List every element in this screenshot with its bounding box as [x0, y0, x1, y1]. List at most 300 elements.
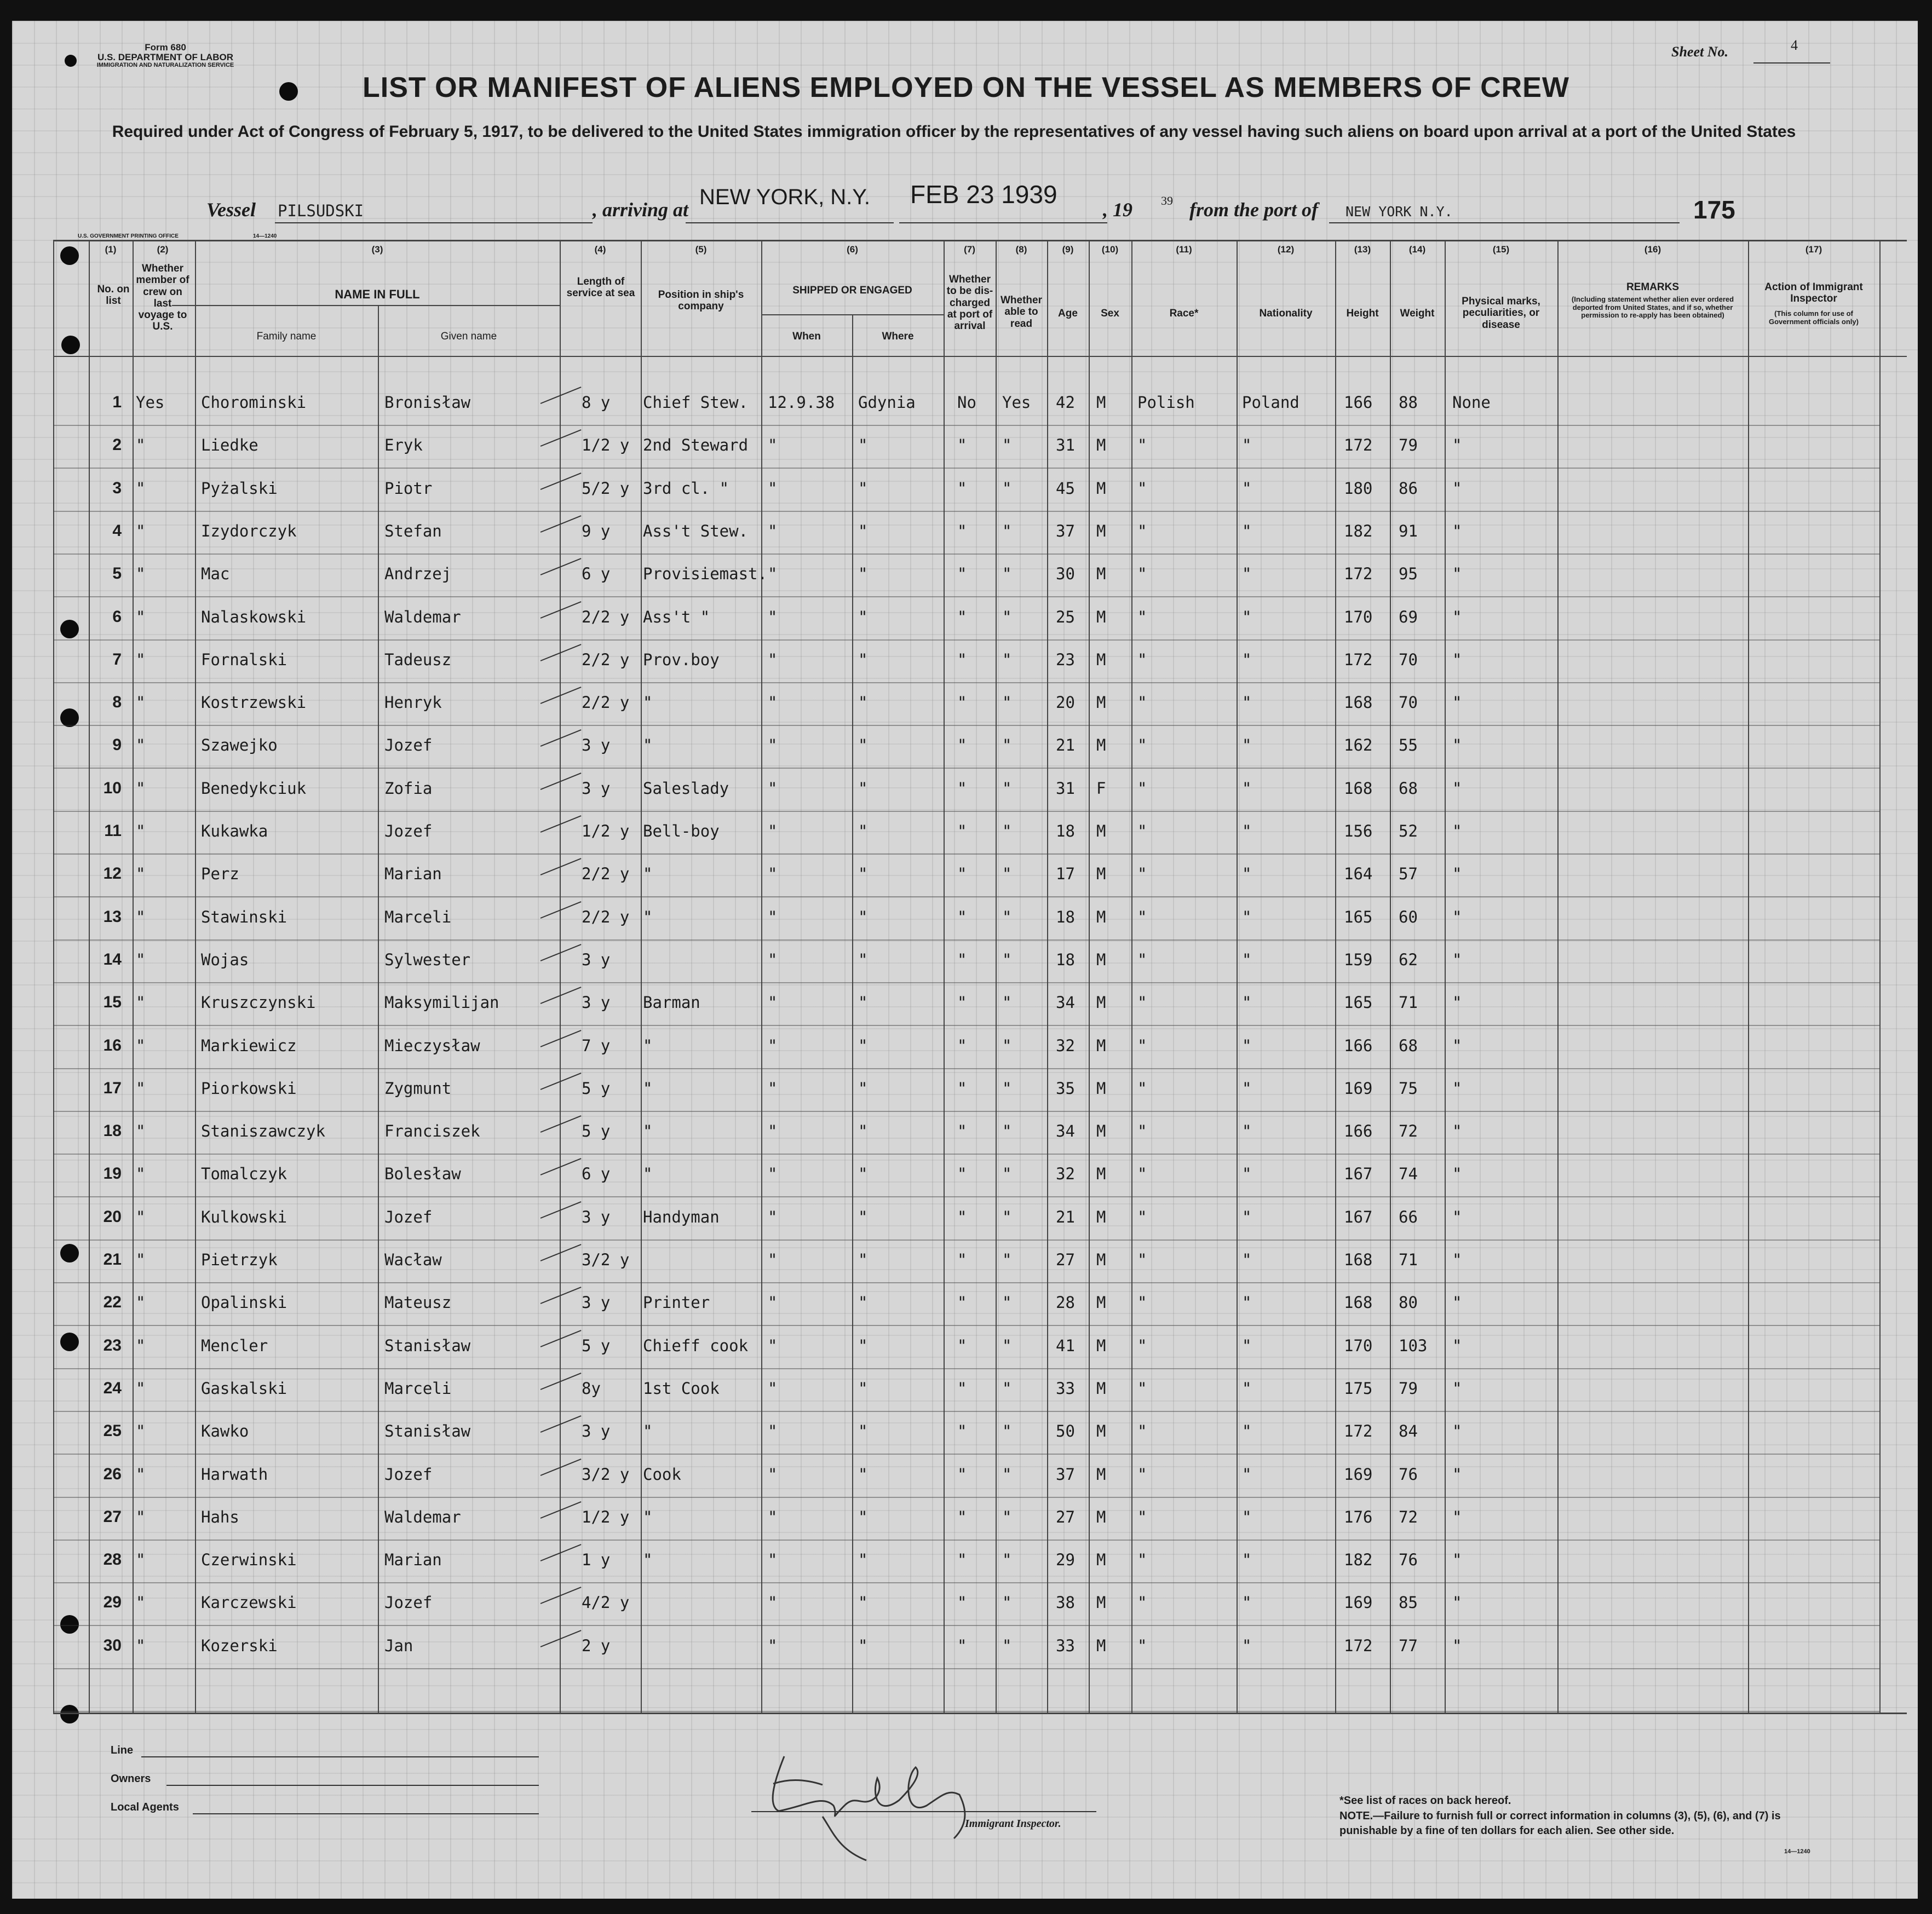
row-position: ": [643, 1508, 653, 1526]
row-family-name: Kruszczynski: [201, 993, 316, 1012]
row-sex: M: [1096, 693, 1106, 712]
row-weight: 71: [1399, 1250, 1418, 1269]
row-service-length: 5 y: [582, 1079, 611, 1098]
row-number: 10: [103, 779, 122, 797]
row-weight: 70: [1399, 693, 1418, 712]
row-sex: M: [1096, 864, 1106, 883]
row-crew-cell: ": [136, 1079, 146, 1098]
check-mark: [540, 1030, 582, 1047]
row-crew-cell: ": [136, 1036, 146, 1055]
row-age: 45: [1056, 479, 1075, 498]
row-crew-cell: ": [136, 822, 146, 840]
row-age: 25: [1056, 608, 1075, 626]
row-number: 5: [112, 564, 122, 583]
row-given-name: Marceli: [384, 1379, 452, 1398]
row-shipped-where: ": [858, 1508, 868, 1526]
col-6-num: (6): [847, 244, 858, 255]
form-id: [72, 43, 258, 68]
col-16-header: REMARKS: [1626, 281, 1680, 293]
row-position: Bell-boy: [643, 822, 720, 840]
row-given-name: Bolesław: [384, 1164, 461, 1183]
row-given-name: Mieczysław: [384, 1036, 480, 1055]
row-shipped-when: ": [768, 1508, 778, 1526]
row-weight: 62: [1399, 950, 1418, 969]
row-weight: 68: [1399, 779, 1418, 798]
row-physical-marks: ": [1452, 1422, 1462, 1440]
row-shipped-where: ": [858, 1379, 868, 1398]
punch-hole: [60, 620, 79, 638]
row-age: 37: [1056, 522, 1075, 540]
check-mark: [540, 472, 582, 490]
row-number: 26: [103, 1465, 122, 1483]
row-crew-cell: ": [136, 608, 146, 626]
form-code: 14—1240: [1784, 1848, 1810, 1855]
row-height: 168: [1344, 1250, 1373, 1269]
row-nationality: ": [1242, 1379, 1252, 1398]
row-family-name: Hahs: [201, 1508, 239, 1526]
row-discharged: ": [957, 993, 967, 1012]
check-mark: [540, 1630, 582, 1647]
row-given-name: Mateusz: [384, 1293, 452, 1312]
row-discharged: ": [957, 1208, 967, 1226]
row-nationality: ": [1242, 822, 1252, 840]
row-weight: 95: [1399, 564, 1418, 583]
row-shipped-where: ": [858, 1593, 868, 1612]
printing-office: U.S. GOVERNMENT PRINTING OFFICE: [78, 233, 179, 239]
row-shipped-where: ": [858, 1636, 868, 1655]
row-number: 11: [104, 822, 122, 840]
check-mark: [540, 1158, 582, 1175]
row-number: 15: [103, 993, 122, 1011]
check-mark: [540, 1115, 582, 1133]
row-position: ": [643, 736, 653, 754]
row-physical-marks: ": [1452, 1550, 1462, 1569]
row-family-name: Harwath: [201, 1465, 268, 1484]
row-height: 169: [1344, 1079, 1373, 1098]
row-nationality: ": [1242, 436, 1252, 454]
row-shipped-when: ": [768, 993, 778, 1012]
row-weight: 76: [1399, 1465, 1418, 1484]
row-crew-cell: ": [136, 564, 146, 583]
row-sex: M: [1096, 393, 1106, 412]
check-mark: [540, 687, 582, 704]
row-nationality: ": [1242, 608, 1252, 626]
row-shipped-where: ": [858, 822, 868, 840]
row-discharged: ": [957, 950, 967, 969]
row-number: 18: [103, 1122, 122, 1140]
check-mark: [540, 515, 582, 533]
row-service-length: 5/2 y: [582, 479, 630, 498]
row-able-to-read: ": [1002, 1164, 1012, 1183]
col-15-num: (15): [1492, 244, 1510, 255]
row-physical-marks: ": [1452, 608, 1462, 626]
row-service-length: 1/2 y: [582, 436, 630, 454]
row-shipped-when: ": [768, 1250, 778, 1269]
punch-hole: [279, 82, 298, 101]
check-mark: [540, 1287, 582, 1304]
row-service-length: 8y: [582, 1379, 601, 1398]
row-crew-cell: ": [136, 779, 146, 798]
row-race: ": [1137, 908, 1147, 926]
row-weight: 68: [1399, 1036, 1418, 1055]
row-crew-cell: ": [136, 1336, 146, 1355]
row-able-to-read: ": [1002, 479, 1012, 498]
row-able-to-read: ": [1002, 608, 1012, 626]
row-crew-cell: ": [136, 950, 146, 969]
row-number: 19: [103, 1164, 122, 1183]
row-service-length: 3/2 y: [582, 1250, 630, 1269]
row-number: 25: [103, 1422, 122, 1440]
row-weight: 91: [1399, 522, 1418, 540]
row-discharged: ": [957, 693, 967, 712]
row-nationality: ": [1242, 779, 1252, 798]
check-mark: [540, 1201, 582, 1219]
row-weight: 88: [1399, 393, 1418, 412]
row-physical-marks: ": [1452, 1465, 1462, 1484]
row-service-length: 9 y: [582, 522, 611, 540]
row-shipped-when: ": [768, 908, 778, 926]
row-able-to-read: ": [1002, 1208, 1012, 1226]
check-mark: [540, 1073, 582, 1090]
row-discharged: ": [957, 650, 967, 669]
col-17-header: Action of Immigrant Inspector: [1764, 281, 1863, 305]
row-sex: M: [1096, 1550, 1106, 1569]
printing-code: 14—1240: [253, 233, 277, 239]
row-shipped-where: ": [858, 864, 868, 883]
row-able-to-read: ": [1002, 822, 1012, 840]
page-title: LIST OR MANIFEST OF ALIENS EMPLOYED ON THE VESSEL AS MEMBERS OF CREW: [363, 72, 1569, 103]
check-mark: [540, 1501, 582, 1519]
check-mark: [540, 1330, 582, 1347]
row-discharged: ": [957, 1422, 967, 1440]
row-family-name: Izydorczyk: [201, 522, 297, 540]
row-nationality: ": [1242, 1164, 1252, 1183]
row-able-to-read: ": [1002, 1250, 1012, 1269]
row-crew-cell: ": [136, 1250, 146, 1269]
row-sex: M: [1096, 1293, 1106, 1312]
row-weight: 72: [1399, 1122, 1418, 1140]
row-age: 27: [1056, 1250, 1075, 1269]
row-able-to-read: ": [1002, 993, 1012, 1012]
row-shipped-where: ": [858, 908, 868, 926]
row-shipped-where: ": [858, 564, 868, 583]
row-age: 30: [1056, 564, 1075, 583]
row-number: 4: [112, 522, 122, 540]
row-number: 27: [103, 1508, 122, 1526]
row-given-name: Eryk: [384, 436, 423, 454]
row-race: ": [1137, 650, 1147, 669]
col-2-header: Whether member of crew on last voyage to U.S.: [136, 263, 189, 333]
row-sex: M: [1096, 1636, 1106, 1655]
row-service-length: 2 y: [582, 1636, 611, 1655]
row-given-name: Stanisław: [384, 1422, 471, 1440]
row-shipped-where: ": [858, 1422, 868, 1440]
row-sex: M: [1096, 993, 1106, 1012]
row-race: ": [1137, 1164, 1147, 1183]
row-height: 156: [1344, 822, 1373, 840]
row-nationality: ": [1242, 1465, 1252, 1484]
row-number: 13: [103, 908, 122, 926]
sheet-no-value: 4: [1791, 37, 1798, 53]
row-family-name: Tomalczyk: [201, 1164, 288, 1183]
row-shipped-when: ": [768, 564, 778, 583]
row-number: 29: [103, 1593, 122, 1611]
row-given-name: Henryk: [384, 693, 442, 712]
row-shipped-where: Gdynia: [858, 393, 916, 412]
row-family-name: Kozerski: [201, 1636, 278, 1655]
races-note: *See list of races on back hereof.: [1339, 1795, 1511, 1807]
row-shipped-where: ": [858, 522, 868, 540]
row-service-length: 7 y: [582, 1036, 611, 1055]
row-given-name: Waldemar: [384, 608, 461, 626]
row-given-name: Franciszek: [384, 1122, 480, 1140]
row-shipped-when: ": [768, 650, 778, 669]
row-age: 32: [1056, 1036, 1075, 1055]
row-shipped-when: ": [768, 736, 778, 754]
col-7-num: (7): [964, 244, 975, 255]
year-prefix: , 19: [1103, 199, 1132, 221]
row-family-name: Markiewicz: [201, 1036, 297, 1055]
row-nationality: ": [1242, 1422, 1252, 1440]
row-sex: M: [1096, 908, 1106, 926]
row-family-name: Liedke: [201, 436, 258, 454]
row-physical-marks: ": [1452, 1250, 1462, 1269]
row-position: Barman: [643, 993, 700, 1012]
row-discharged: ": [957, 864, 967, 883]
row-position: ": [643, 693, 653, 712]
row-shipped-when: ": [768, 1036, 778, 1055]
row-race: ": [1137, 1336, 1147, 1355]
col-1-num: (1): [105, 244, 117, 255]
row-weight: 57: [1399, 864, 1418, 883]
row-family-name: Stawinski: [201, 908, 288, 926]
row-race: ": [1137, 822, 1147, 840]
row-sex: M: [1096, 479, 1106, 498]
row-able-to-read: ": [1002, 522, 1012, 540]
row-family-name: Czerwinski: [201, 1550, 297, 1569]
row-physical-marks: ": [1452, 479, 1462, 498]
row-race: ": [1137, 779, 1147, 798]
row-shipped-where: ": [858, 950, 868, 969]
row-able-to-read: ": [1002, 779, 1012, 798]
row-weight: 72: [1399, 1508, 1418, 1526]
row-physical-marks: ": [1452, 693, 1462, 712]
vessel-label: Vessel: [206, 199, 256, 221]
date-stamp: FEB 23 1939: [910, 180, 1057, 209]
row-age: 23: [1056, 650, 1075, 669]
row-nationality: ": [1242, 522, 1252, 540]
row-family-name: Nalaskowski: [201, 608, 307, 626]
row-height: 168: [1344, 779, 1373, 798]
row-weight: 69: [1399, 608, 1418, 626]
row-physical-marks: ": [1452, 1636, 1462, 1655]
row-age: 18: [1056, 822, 1075, 840]
row-discharged: ": [957, 1036, 967, 1055]
row-family-name: Chorominski: [201, 393, 307, 412]
row-race: ": [1137, 1379, 1147, 1398]
row-height: 172: [1344, 564, 1373, 583]
row-weight: 66: [1399, 1208, 1418, 1226]
row-age: 17: [1056, 864, 1075, 883]
row-physical-marks: ": [1452, 908, 1462, 926]
row-physical-marks: ": [1452, 1336, 1462, 1355]
vessel-name: PILSUDSKI: [278, 201, 364, 220]
row-race: ": [1137, 1593, 1147, 1612]
row-physical-marks: ": [1452, 736, 1462, 754]
row-weight: 70: [1399, 650, 1418, 669]
row-able-to-read: Yes: [1002, 393, 1031, 412]
row-shipped-when: ": [768, 779, 778, 798]
row-shipped-when: ": [768, 1122, 778, 1140]
row-shipped-when: ": [768, 436, 778, 454]
row-sex: M: [1096, 1036, 1106, 1055]
row-given-name: Wacław: [384, 1250, 442, 1269]
row-race: ": [1137, 864, 1147, 883]
row-number: 24: [103, 1379, 122, 1397]
row-shipped-where: ": [858, 1208, 868, 1226]
col-16-note: (Including statement whether alien ever ordered deported from United States, and if so, whether permission to re-apply has been obtained): [1571, 295, 1734, 320]
row-discharged: ": [957, 779, 967, 798]
row-nationality: Poland: [1242, 393, 1300, 412]
check-mark: [540, 1587, 582, 1604]
punch-hole: [60, 1333, 79, 1351]
row-weight: 60: [1399, 908, 1418, 926]
row-race: ": [1137, 564, 1147, 583]
col-10-header: Sex: [1101, 308, 1119, 319]
row-height: 166: [1344, 1036, 1373, 1055]
row-position: Chief Stew.: [643, 393, 749, 412]
row-age: 37: [1056, 1465, 1075, 1484]
row-able-to-read: ": [1002, 950, 1012, 969]
manifest-sheet: [12, 21, 1918, 1899]
row-height: 168: [1344, 693, 1373, 712]
row-crew-cell: ": [136, 1293, 146, 1312]
row-discharged: ": [957, 1379, 967, 1398]
row-position: Cook: [643, 1465, 681, 1484]
row-physical-marks: ": [1452, 864, 1462, 883]
row-sex: M: [1096, 1250, 1106, 1269]
row-physical-marks: ": [1452, 650, 1462, 669]
row-number: 12: [103, 864, 122, 883]
col-13-header: Height: [1346, 308, 1379, 319]
row-number: 7: [112, 650, 122, 668]
row-nationality: ": [1242, 1508, 1252, 1526]
year-value: 39: [1161, 194, 1173, 207]
row-shipped-where: ": [858, 479, 868, 498]
row-given-name: Jozef: [384, 1593, 433, 1612]
row-nationality: ": [1242, 1122, 1252, 1140]
row-nationality: ": [1242, 1079, 1252, 1098]
col-3-family-header: Family name: [256, 331, 317, 342]
row-service-length: 3 y: [582, 993, 611, 1012]
col-9-header: Age: [1058, 308, 1078, 319]
row-height: 159: [1344, 950, 1373, 969]
row-family-name: Staniszawczyk: [201, 1122, 325, 1140]
row-physical-marks: ": [1452, 564, 1462, 583]
row-family-name: Mac: [201, 564, 230, 583]
row-family-name: Kulkowski: [201, 1208, 288, 1226]
row-shipped-when: ": [768, 1336, 778, 1355]
row-discharged: ": [957, 608, 967, 626]
row-age: 21: [1056, 1208, 1075, 1226]
row-sex: M: [1096, 436, 1106, 454]
row-shipped-where: ": [858, 1550, 868, 1569]
row-height: 169: [1344, 1593, 1373, 1612]
row-discharged: ": [957, 1079, 967, 1098]
row-position: 2nd Steward: [643, 436, 749, 454]
row-age: 28: [1056, 1293, 1075, 1312]
col-14-num: (14): [1408, 244, 1426, 255]
row-crew-cell: Yes: [136, 393, 165, 412]
row-age: 18: [1056, 950, 1075, 969]
row-height: 170: [1344, 608, 1373, 626]
from-port-label: from the port of: [1189, 199, 1319, 221]
row-able-to-read: ": [1002, 864, 1012, 883]
col-14-header: Weight: [1400, 308, 1435, 319]
row-weight: 52: [1399, 822, 1418, 840]
row-shipped-where: ": [858, 650, 868, 669]
row-crew-cell: ": [136, 1422, 146, 1440]
row-age: 21: [1056, 736, 1075, 754]
row-position: Printer: [643, 1293, 710, 1312]
row-able-to-read: ": [1002, 650, 1012, 669]
row-physical-marks: ": [1452, 822, 1462, 840]
row-race: Polish: [1137, 393, 1195, 412]
col-13-num: (13): [1354, 244, 1371, 255]
row-service-length: 3 y: [582, 950, 611, 969]
row-family-name: Opalinski: [201, 1293, 288, 1312]
punch-hole: [60, 1705, 79, 1723]
row-given-name: Jozef: [384, 1465, 433, 1484]
row-height: 180: [1344, 479, 1373, 498]
row-nationality: ": [1242, 950, 1252, 969]
row-weight: 71: [1399, 993, 1418, 1012]
row-race: ": [1137, 1636, 1147, 1655]
row-discharged: ": [957, 436, 967, 454]
row-given-name: Marian: [384, 864, 442, 883]
row-able-to-read: ": [1002, 1422, 1012, 1440]
row-shipped-when: ": [768, 1550, 778, 1569]
row-discharged: ": [957, 1122, 967, 1140]
row-service-length: 3 y: [582, 779, 611, 798]
row-able-to-read: ": [1002, 1508, 1012, 1526]
col-11-header: Race*: [1169, 308, 1199, 319]
row-shipped-when: ": [768, 822, 778, 840]
row-race: ": [1137, 1250, 1147, 1269]
row-height: 166: [1344, 1122, 1373, 1140]
col-6-where-header: Where: [882, 331, 914, 342]
check-mark: [540, 901, 582, 919]
punch-hole: [60, 708, 79, 727]
row-shipped-where: ": [858, 1465, 868, 1484]
row-height: 182: [1344, 522, 1373, 540]
check-mark: [540, 987, 582, 1004]
row-nationality: ": [1242, 736, 1252, 754]
row-given-name: Jan: [384, 1636, 413, 1655]
row-weight: 85: [1399, 1593, 1418, 1612]
row-nationality: ": [1242, 1550, 1252, 1569]
col-17-note: (This column for use of Government officials only): [1769, 309, 1859, 326]
row-age: 33: [1056, 1636, 1075, 1655]
row-number: 9: [112, 736, 122, 754]
row-age: 35: [1056, 1079, 1075, 1098]
row-nationality: ": [1242, 1593, 1252, 1612]
form-number: Form 680: [145, 42, 186, 53]
row-given-name: Marian: [384, 1550, 442, 1569]
row-height: 172: [1344, 650, 1373, 669]
punch-hole: [60, 246, 79, 265]
row-race: ": [1137, 1465, 1147, 1484]
